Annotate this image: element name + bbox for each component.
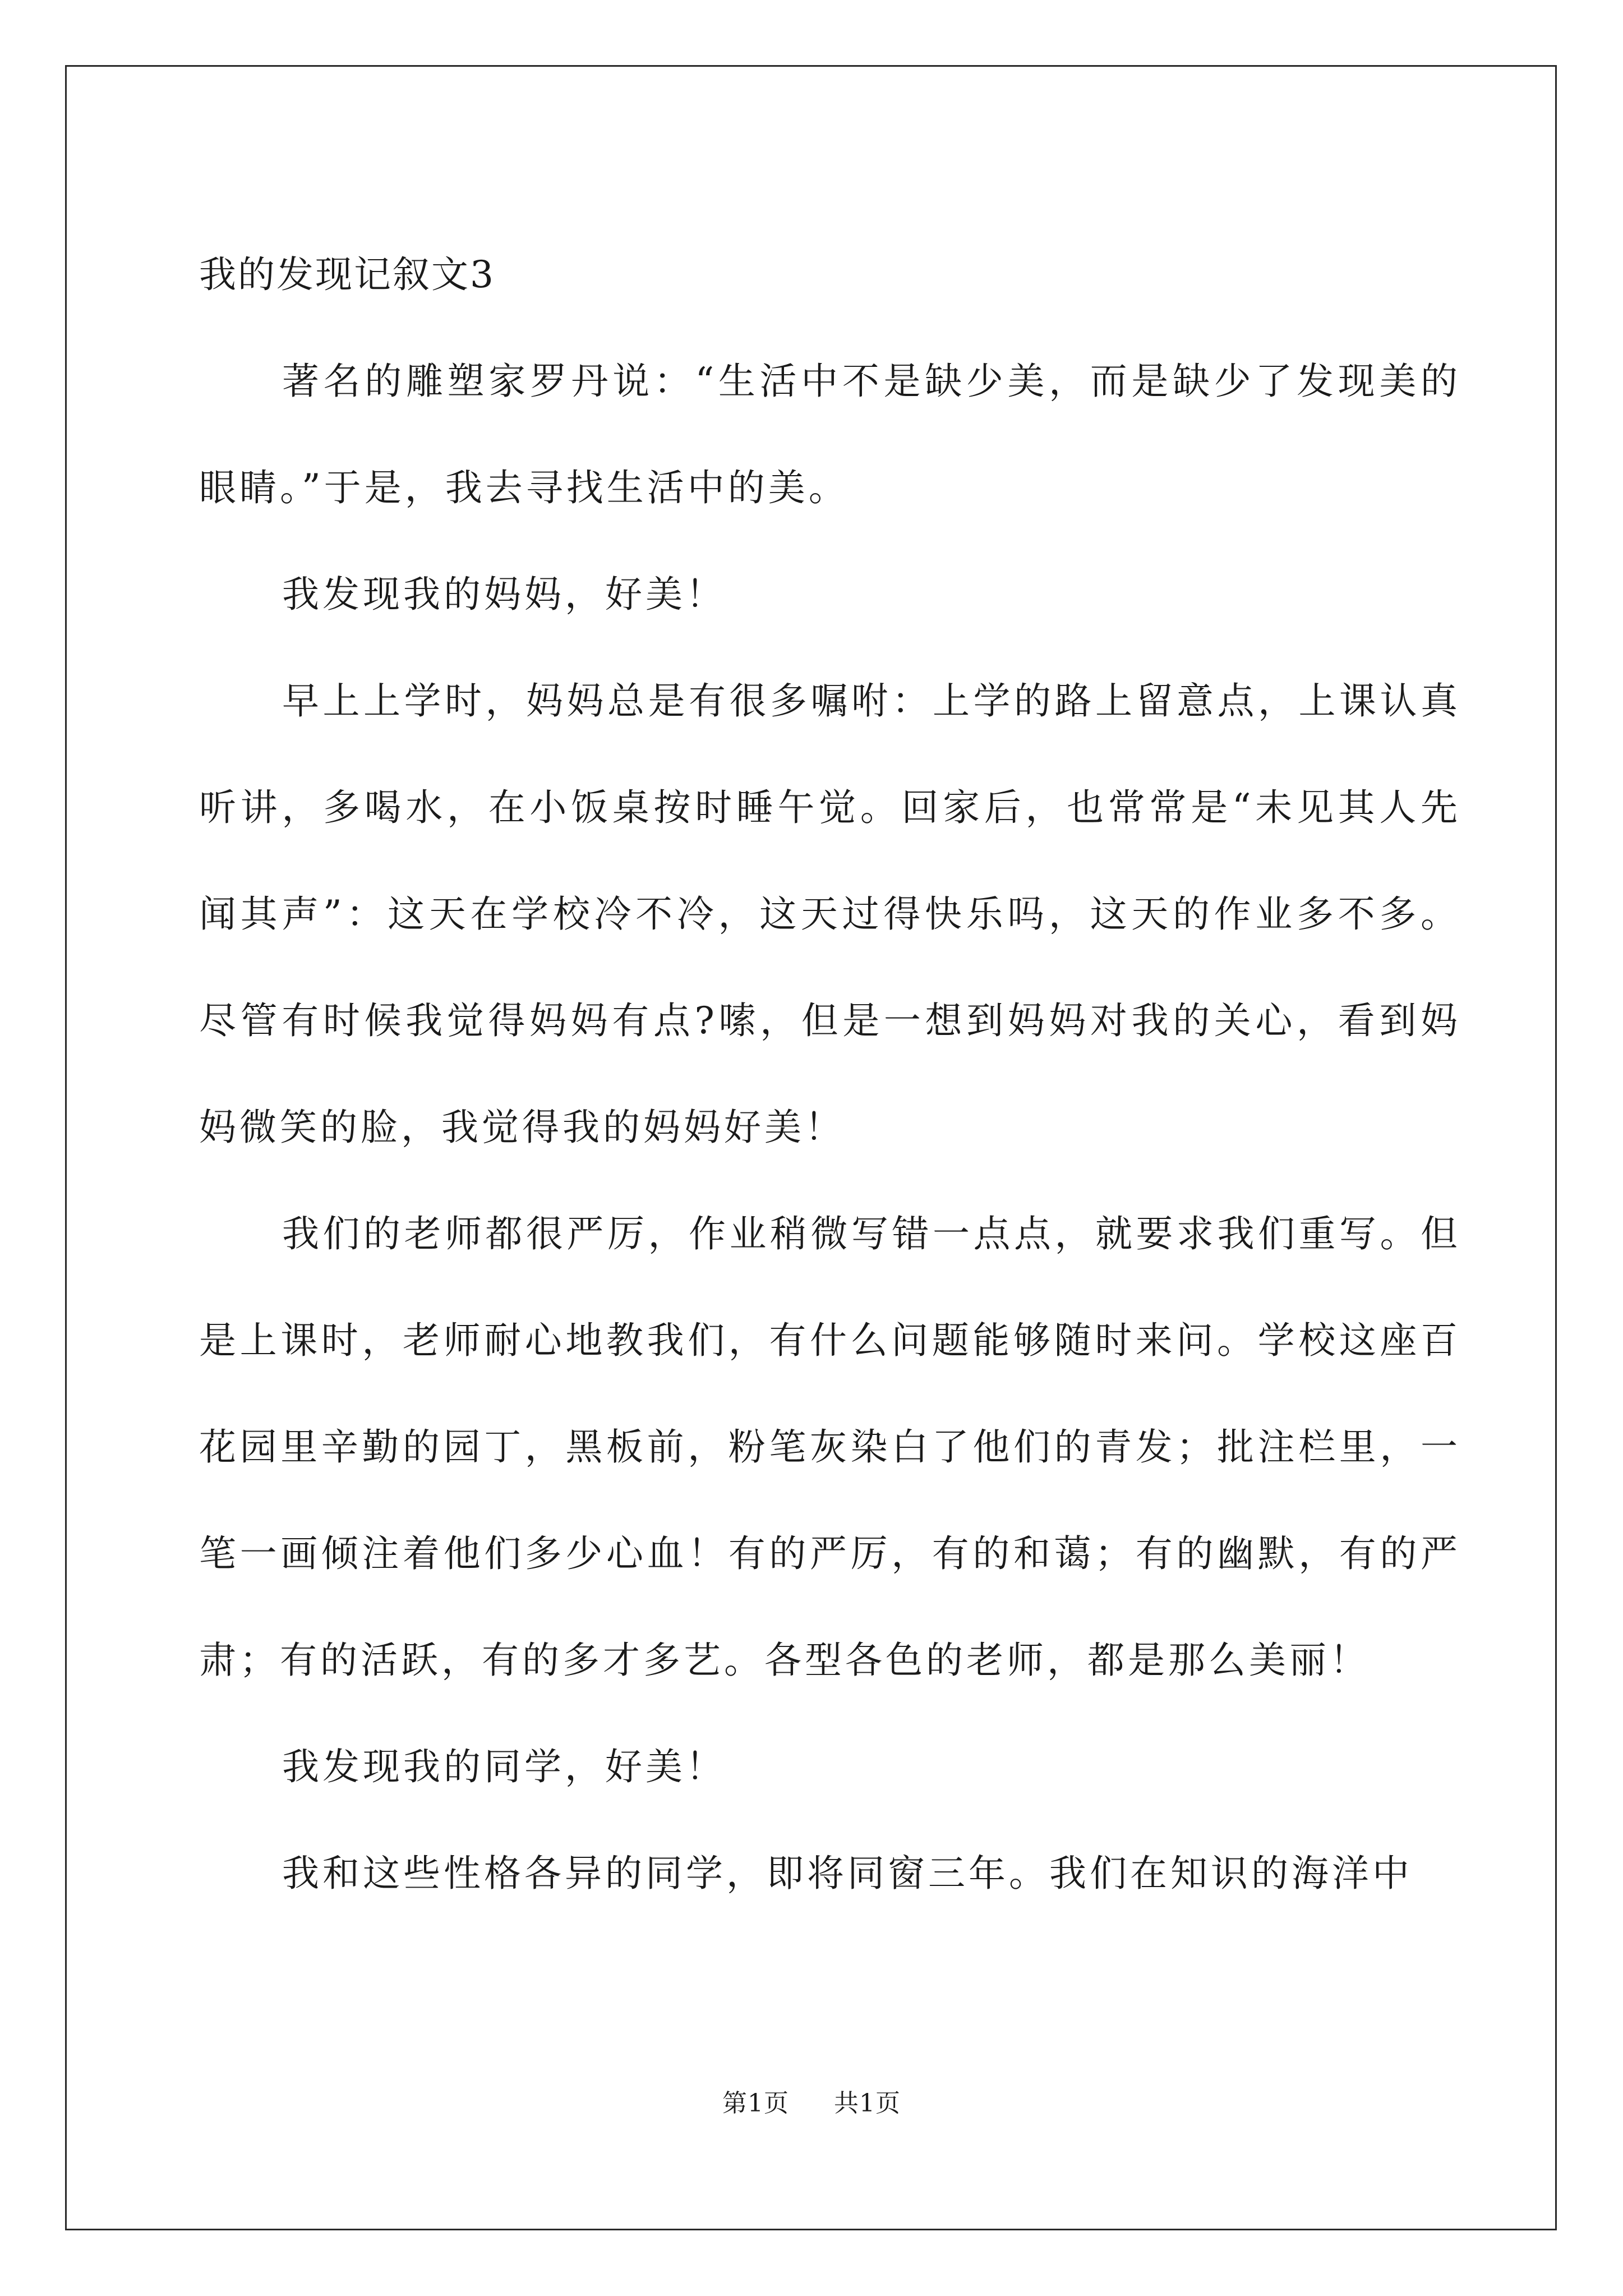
- paragraph-6: 我和这些性格各异的同学，即将同窗三年。我们在知识的海洋中: [282, 1852, 1413, 1895]
- page-number-current: 第1页: [722, 2089, 789, 2118]
- paragraph-3: 早上上学时，妈妈总是有很多嘱咐：上学的路上留意点，上课认真听讲，多喝水，在小饭桌按时睡午觉。回家后，也常常是“未见其人先闻其声”：这天在学校冷不冷，这天过得快乐吗，这天的作业多不多。尽管有时候我觉得妈妈有点?嗦，但是一想到妈妈对我的关心，看到妈妈微笑的脸，我觉得我的妈妈好美！: [199, 679, 1461, 1149]
- document-title: 我的发现记叙文3: [199, 253, 495, 296]
- page-footer: [0, 2087, 1623, 2120]
- paragraph-1: 著名的雕塑家罗丹说：“生活中不是缺少美，而是缺少了发现美的眼睛。”于是，我去寻找生活中的美。: [199, 360, 1461, 509]
- page-number-total: 共1页: [834, 2089, 901, 2118]
- paragraph-5: 我发现我的同学，好美！: [282, 1745, 726, 1788]
- document-body: [199, 222, 1461, 1927]
- paragraph-4: 我们的老师都很严厉，作业稍微写错一点点，就要求我们重写。但是上课时，老师耐心地教我们，有什么问题能够随时来问。学校这座百花园里辛勤的园丁，黑板前，粉笔灰染白了他们的青发；批注栏里，一笔一画倾注着他们多少心血！有的严厉，有的和蔼；有的幽默，有的严肃；有的活跃，有的多才多艺。各型各色的老师，都是那么美丽！: [199, 1212, 1461, 1682]
- paragraph-2: 我发现我的妈妈，好美！: [282, 573, 726, 616]
